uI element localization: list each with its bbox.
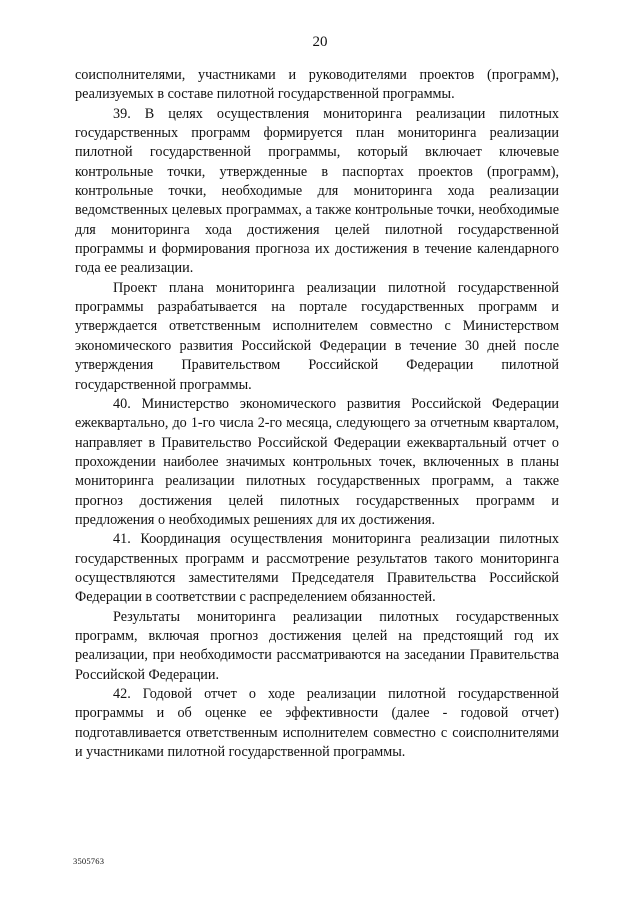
- paragraph-clause-42: 42. Годовой отчет о ходе реализации пилотной государственной программы и об оценке ее эффективности (далее - годовой отчет) подготавливается ответственным исполнителем совместно с соисполнителями и участниками пилотной государственной программы.: [75, 686, 559, 761]
- document-body: [75, 66, 559, 762]
- page-number: 20: [312, 34, 328, 50]
- paragraph-monitoring-results: Результаты мониторинга реализации пилотных государственных программ, включая прогноз достижения целей на предстоящий год их реализации, при необходимости рассматриваются на заседании Правительства Российской Федерации.: [75, 608, 559, 683]
- paragraph-continuation: соисполнителями, участниками и руководителями проектов (программ), реализуемых в составе пилотной государственной программы.: [75, 67, 559, 103]
- document-code: 3505763: [73, 856, 105, 866]
- paragraph-clause-41: 41. Координация осуществления мониторинга реализации пилотных государственных программ и рассмотрение результатов такого мониторинга осуществляются заместителями Председателя Правительства Российской Федерации в соответствии с распределением обязанностей.: [75, 531, 559, 606]
- paragraph-monitoring-plan-draft: Проект плана мониторинга реализации пилотной государственной программы разрабатывается на портале государственных программ и утверждается ответственным исполнителем совместно с Министерством экономического развития Российской Федерации в течение 30 дней после утверждения Правительством Российской Федерации пилотной государственной программы.: [75, 279, 559, 393]
- paragraph-clause-40: 40. Министерство экономического развития Российской Федерации ежеквартально, до 1-го числа 2-го месяца, следующего за отчетным кварталом, направляет в Правительство Российской Федерации ежеквартальный отчет о прохождении наиболее значимых контрольных точек, включенных в планы мониторинга реализации пилотных государственных программ, а также прогноз достижения целей пилотных государственных программ и предложения о необходимых решениях для их достижения.: [75, 395, 559, 528]
- paragraph-clause-39: 39. В целях осуществления мониторинга реализации пилотных государственных программ формируется план мониторинга реализации пилотной государственной программы, который включает ключевые контрольные точки, утвержденные в паспортах проектов (программ), контрольные точки, необходимые для мониторинга хода реализации ведомственных целевых программах, а также контрольные точки, необходимые для мониторинга хода достижения целей пилотной государственной программы и формирования прогноза их достижения в течение календарного года ее реализации.: [75, 105, 559, 277]
